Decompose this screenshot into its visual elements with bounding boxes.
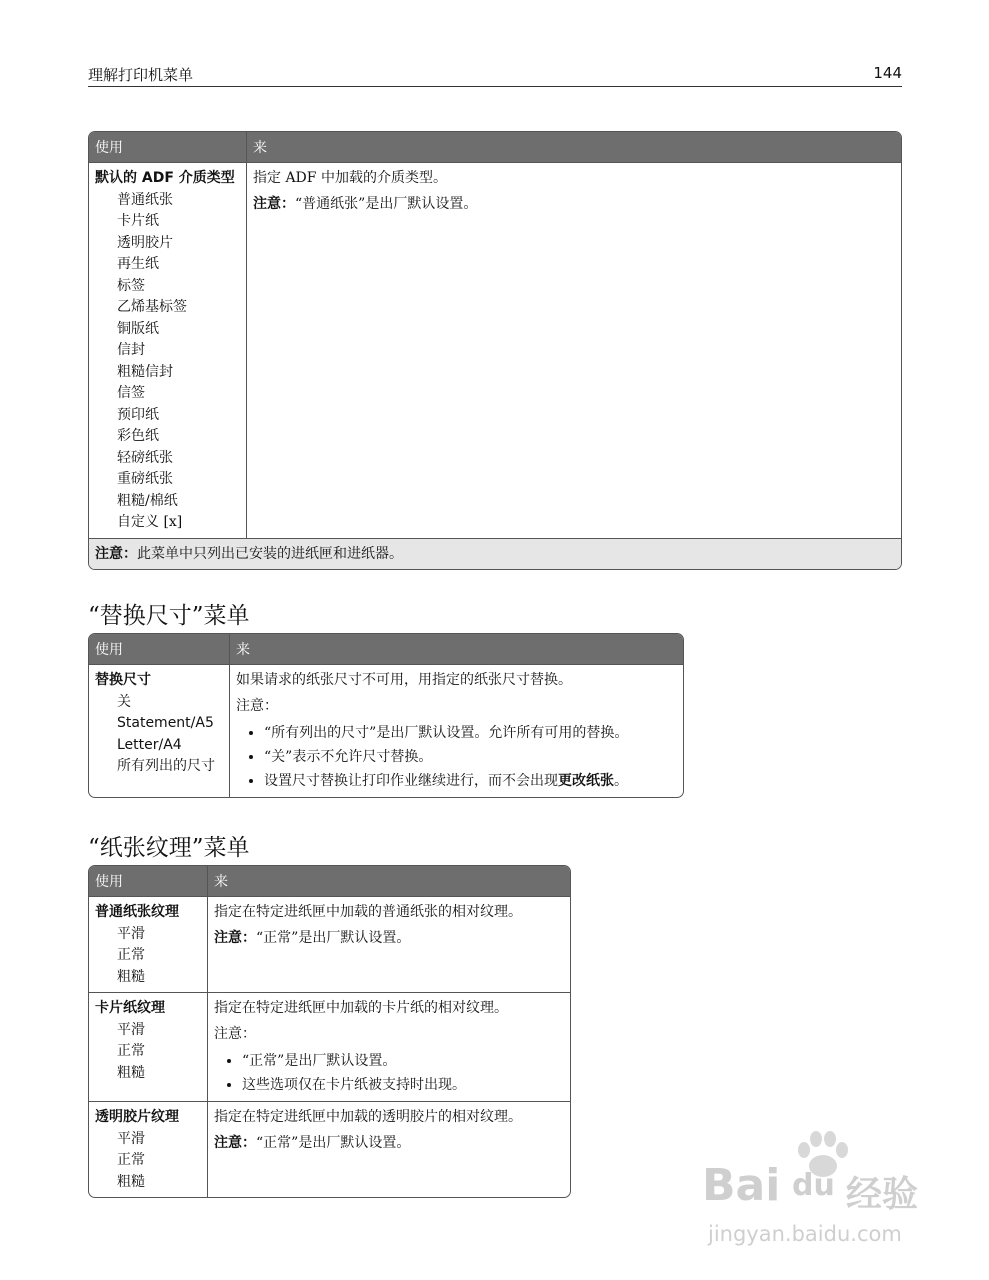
note	[214, 1133, 564, 1155]
note-label: 注意：	[253, 195, 295, 212]
table-row	[89, 992, 570, 1101]
paper-texture-table	[88, 865, 571, 1198]
description-cell	[207, 896, 570, 992]
note-text: “普通纸张”是出厂默认设置。	[295, 195, 478, 212]
table-row	[89, 162, 901, 538]
column-header-use: 使用	[89, 634, 229, 664]
option-value: 所有列出的尺寸	[117, 758, 215, 774]
option-value: 粗糙/棉纸	[117, 492, 178, 509]
column-header-use: 使用	[89, 132, 246, 162]
column-header-to: 来	[246, 132, 901, 162]
table-header-row	[89, 634, 683, 664]
substitute-size-table	[88, 633, 684, 798]
description-text: 指定 ADF 中加载的介质类型。	[253, 170, 447, 186]
list-item-end: 。	[614, 773, 628, 789]
option-value: 铜版纸	[117, 320, 159, 337]
note-label: 注意：	[214, 1134, 256, 1151]
description-text: 指定在特定进纸匣中加载的普通纸张的相对纹理。	[214, 904, 522, 920]
note	[214, 928, 564, 950]
option-value: Letter/A4	[117, 736, 182, 753]
list-item: • “所有列出的尺寸”是出厂默认设置。允许所有可用的替换。	[264, 721, 677, 745]
column-header-use: 使用	[89, 866, 207, 896]
option-value: 粗糙	[117, 1173, 145, 1190]
option-value: 粗糙	[117, 1064, 145, 1081]
table-header-row	[89, 866, 570, 896]
list-item	[264, 769, 677, 793]
option-value: 标签	[117, 277, 145, 294]
baidu-jingyan-watermark	[700, 1130, 940, 1260]
column-header-to: 来	[207, 866, 570, 896]
adf-media-type-table	[88, 131, 902, 570]
list-item-text: 设置尺寸替换让打印作业继续进行，而不会出现	[264, 773, 558, 789]
option-value: 再生纸	[117, 256, 159, 272]
note-text: “正常”是出厂默认设置。	[256, 929, 411, 946]
table-header-row	[89, 132, 901, 162]
page-number: 144	[873, 64, 902, 82]
option-value: 粗糙	[117, 968, 145, 985]
option-name: 透明胶片纹理	[95, 1109, 179, 1125]
description-text: 指定在特定进纸匣中加载的透明胶片的相对纹理。	[214, 1109, 522, 1125]
table-row	[89, 664, 683, 797]
option-value: 正常	[117, 947, 145, 963]
option-value: 乙烯基标签	[117, 299, 187, 315]
section-title-paper-texture: “纸张纹理”菜单	[88, 835, 250, 861]
page-header	[88, 62, 902, 87]
note-text: “正常”是出厂默认设置。	[256, 1134, 411, 1151]
table-footer-row	[89, 538, 901, 570]
option-value: 平滑	[117, 1021, 145, 1038]
option-cell	[89, 896, 207, 992]
note-label: 注意：	[214, 929, 256, 946]
option-value: 关	[117, 693, 131, 710]
description-text: 如果请求的纸张尺寸不可用，用指定的纸张尺寸替换。	[236, 672, 572, 688]
option-value: 彩色纸	[117, 428, 159, 444]
description-cell	[229, 664, 683, 797]
header-title: 理解打印机菜单	[88, 66, 194, 84]
description-cell	[246, 162, 901, 538]
list-item: • “正常”是出厂默认设置。	[242, 1049, 564, 1073]
option-value: 平滑	[117, 1130, 145, 1147]
note-bullets	[236, 721, 677, 793]
option-value: 粗糙信封	[117, 363, 173, 380]
option-value: 普通纸张	[117, 191, 173, 208]
footer-note	[89, 538, 901, 570]
watermark-url: jingyan.baidu.com	[708, 1222, 902, 1246]
option-cell	[89, 992, 207, 1101]
watermark-brand2: du	[792, 1168, 835, 1203]
option-name: 替换尺寸	[95, 672, 151, 688]
note-label: 注意：	[95, 545, 137, 562]
option-value: 透明胶片	[117, 234, 173, 251]
option-value: 信封	[117, 342, 145, 358]
option-name: 普通纸张纹理	[95, 904, 179, 920]
option-cell	[89, 1101, 207, 1197]
emphasis-text: 更改纸张	[558, 773, 614, 789]
table-row	[89, 896, 570, 992]
option-value: Statement/A5	[117, 715, 214, 731]
option-name: 默认的 ADF 介质类型	[95, 170, 235, 186]
description-cell	[207, 992, 570, 1101]
list-item: • “关”表示不允许尺寸替换。	[264, 745, 677, 769]
note-label: 注意：	[236, 697, 278, 714]
option-value: 正常	[117, 1152, 145, 1168]
option-value: 正常	[117, 1043, 145, 1059]
option-value: 信签	[117, 385, 145, 401]
footer-note-text: 此菜单中只列出已安装的进纸匣和进纸器。	[137, 545, 403, 562]
watermark-jingyan: 经验	[846, 1174, 919, 1215]
table-row	[89, 1101, 570, 1197]
section-title-substitute-size: “替换尺寸”菜单	[88, 603, 250, 629]
option-value: 平滑	[117, 925, 145, 942]
note-bullets	[214, 1049, 564, 1097]
option-value: 重磅纸张	[117, 471, 173, 487]
watermark-brand: Bai	[702, 1160, 781, 1211]
note	[253, 194, 895, 216]
option-name: 卡片纸纹理	[95, 1000, 165, 1016]
option-value: 轻磅纸张	[117, 449, 173, 466]
option-value: 卡片纸	[117, 213, 159, 229]
note-label: 注意：	[214, 1025, 256, 1042]
list-item: • 这些选项仅在卡片纸被支持时出现。	[242, 1073, 564, 1097]
option-cell	[89, 162, 246, 538]
option-value: 预印纸	[117, 406, 159, 423]
column-header-to: 来	[229, 634, 683, 664]
option-cell	[89, 664, 229, 797]
description-cell	[207, 1101, 570, 1197]
option-value: 自定义 [x]	[117, 514, 183, 530]
description-text: 指定在特定进纸匣中加载的卡片纸的相对纹理。	[214, 1000, 508, 1016]
